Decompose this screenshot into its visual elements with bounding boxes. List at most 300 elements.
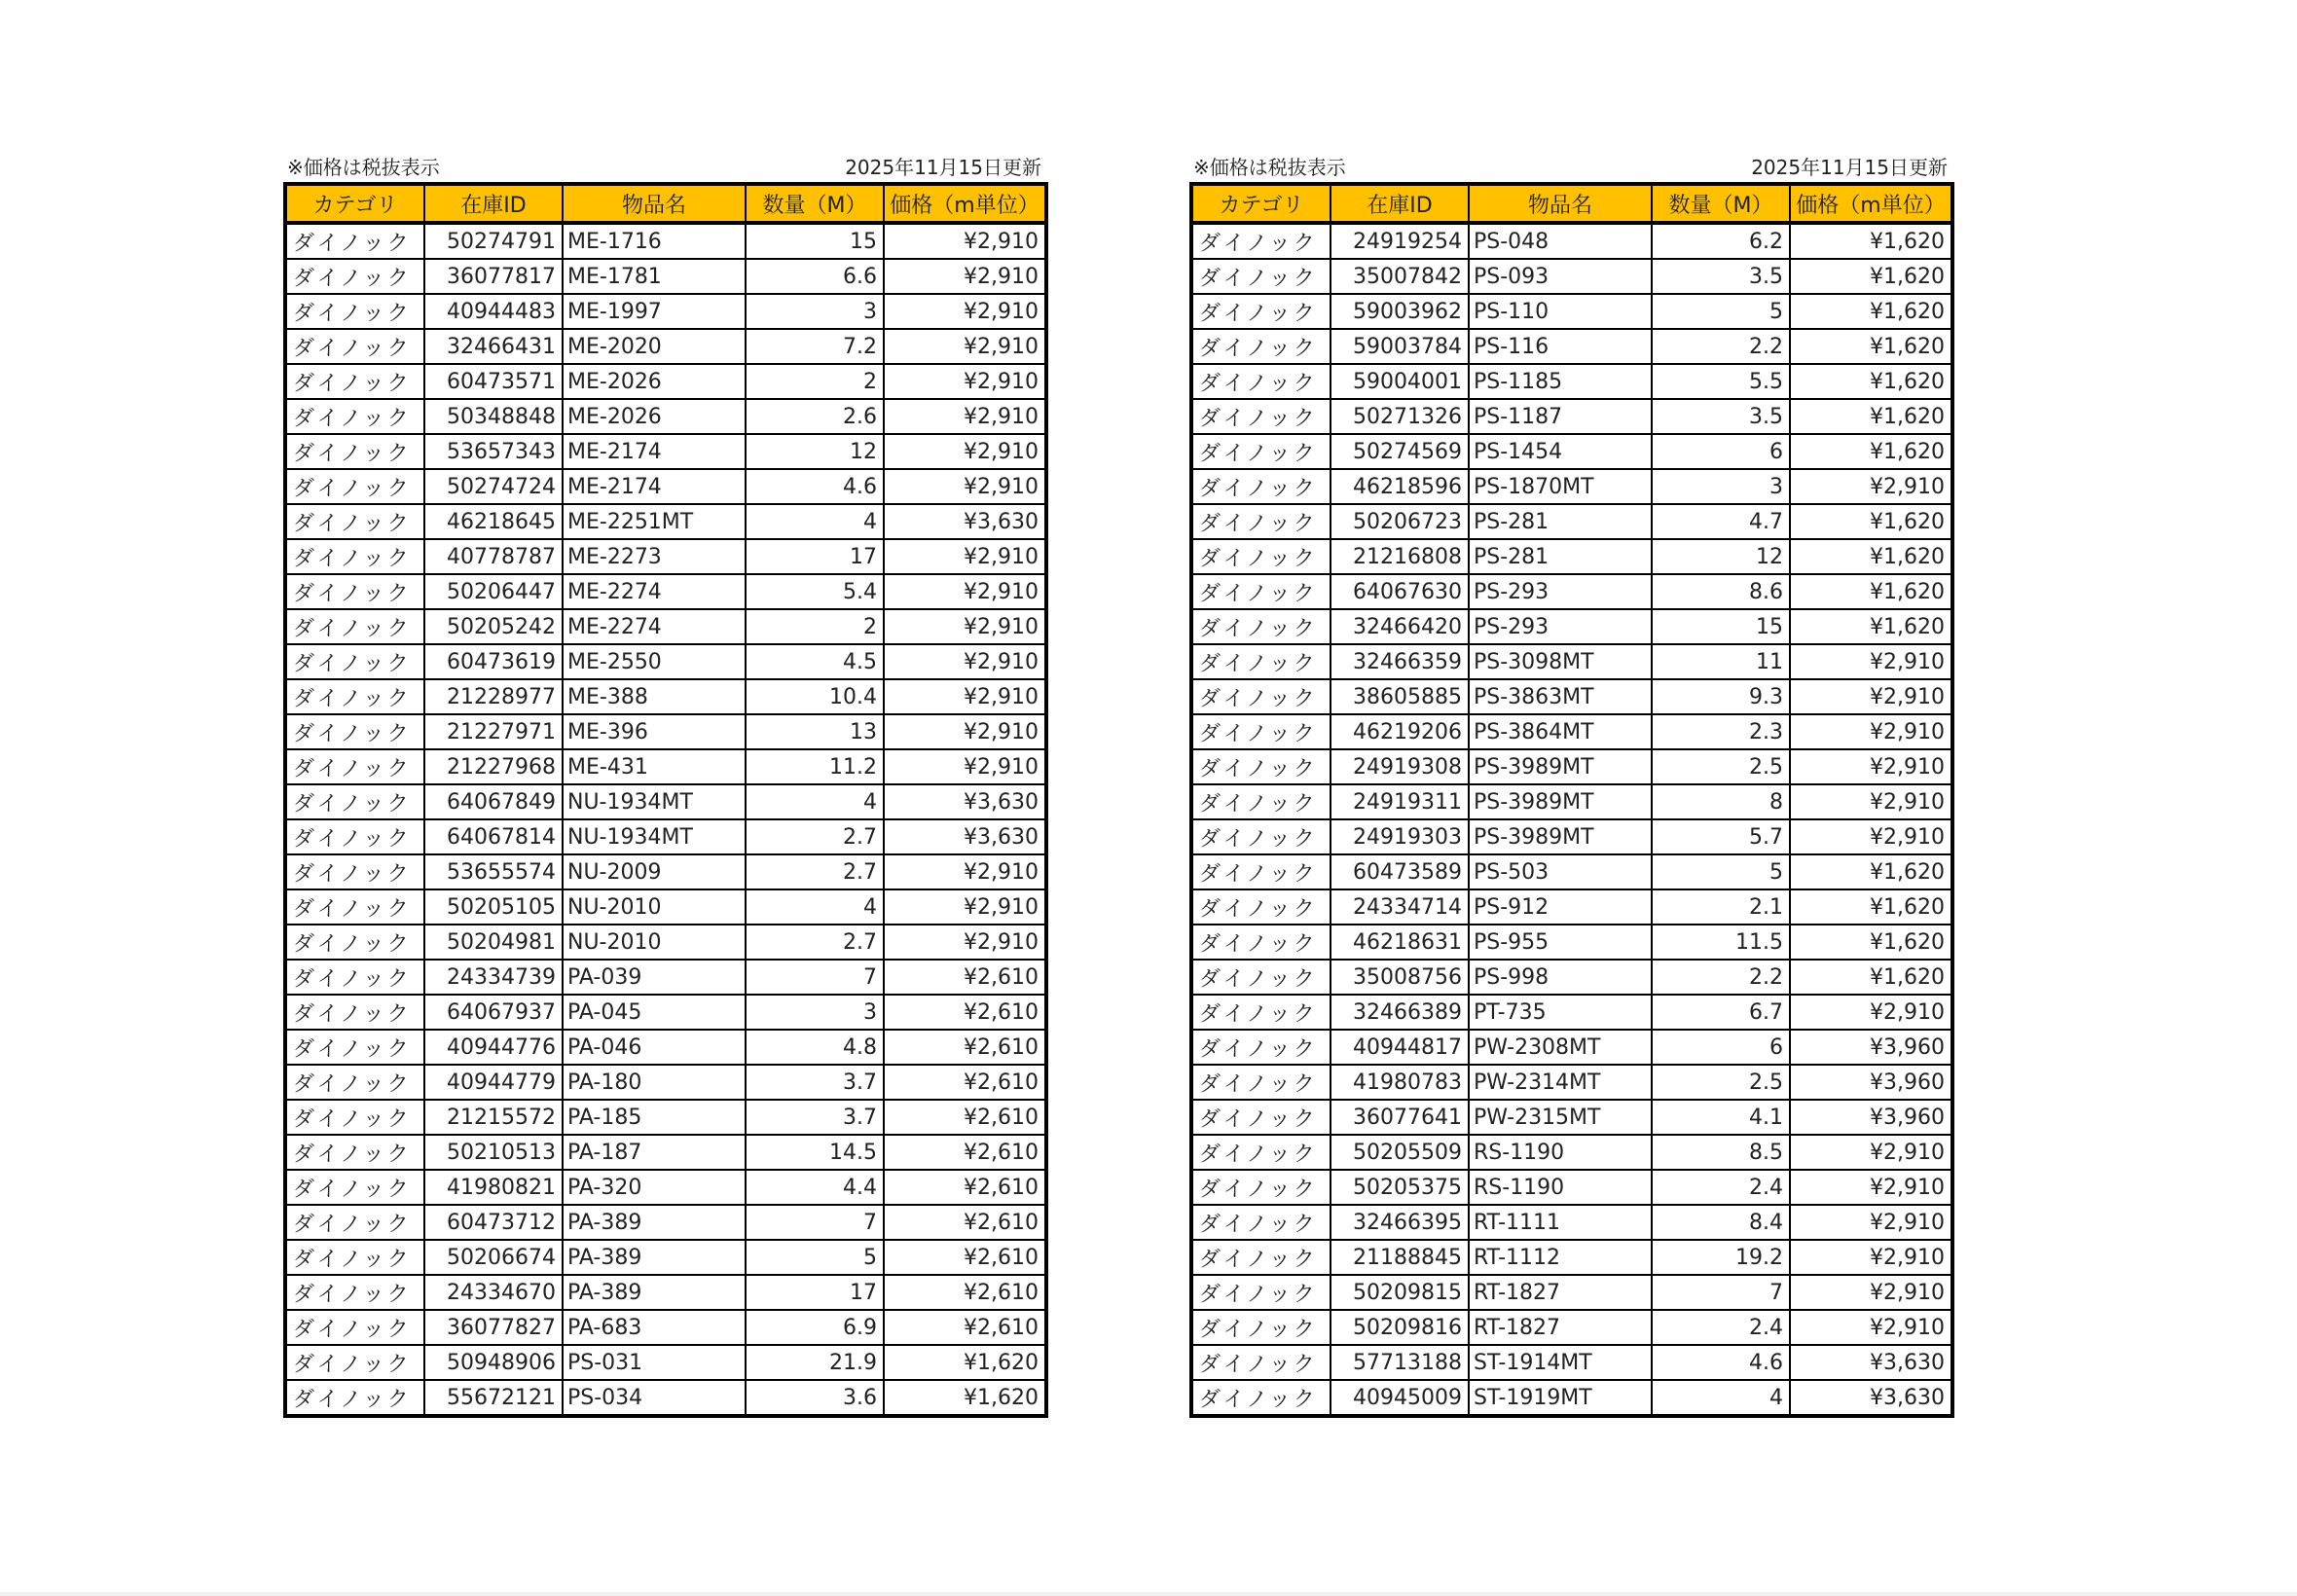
quantity-cell: 5.5	[1652, 364, 1790, 399]
table-row	[1191, 469, 1952, 504]
item-name-cell: PS-3864MT	[1469, 714, 1652, 749]
item-name-cell: PS-1454	[1469, 434, 1652, 469]
quantity-cell: 6.6	[746, 259, 884, 294]
price-cell: ¥1,620	[1790, 364, 1952, 399]
table-row	[1191, 399, 1952, 434]
item-name-cell: ME-2174	[563, 434, 746, 469]
category-cell: ダイノック	[1191, 1205, 1331, 1240]
price-cell: ¥1,620	[884, 1380, 1046, 1416]
stock-id-cell: 36077817	[424, 259, 563, 294]
item-name-cell: PS-116	[1469, 329, 1652, 364]
item-name-cell: PS-034	[563, 1380, 746, 1416]
header-quantity: 数量（M）	[746, 184, 884, 223]
table-row	[1191, 539, 1952, 574]
quantity-cell: 15	[1652, 609, 1790, 644]
stock-id-cell: 40945009	[1331, 1380, 1469, 1416]
table-row	[1191, 995, 1952, 1030]
table-row	[285, 749, 1046, 784]
item-name-cell: PS-293	[1469, 574, 1652, 609]
price-cell: ¥2,610	[884, 1275, 1046, 1310]
table-row	[1191, 329, 1952, 364]
stock-id-cell: 50274569	[1331, 434, 1469, 469]
category-cell: ダイノック	[1191, 749, 1331, 784]
stock-id-cell: 35008756	[1331, 960, 1469, 995]
price-cell: ¥1,620	[1790, 223, 1952, 259]
stock-id-cell: 41980783	[1331, 1065, 1469, 1100]
quantity-cell: 3	[746, 294, 884, 329]
header-category: カテゴリ	[285, 184, 424, 223]
table-row	[1191, 749, 1952, 784]
quantity-cell: 2.5	[1652, 1065, 1790, 1100]
item-name-cell: ME-2251MT	[563, 504, 746, 539]
price-cell: ¥1,620	[884, 1345, 1046, 1380]
category-cell: ダイノック	[1191, 1065, 1331, 1100]
quantity-cell: 5.7	[1652, 819, 1790, 854]
category-cell: ダイノック	[285, 1135, 424, 1170]
table-row	[1191, 925, 1952, 960]
item-name-cell: PA-045	[563, 995, 746, 1030]
stock-id-cell: 57713188	[1331, 1345, 1469, 1380]
category-cell: ダイノック	[1191, 679, 1331, 714]
stock-id-cell: 53655574	[424, 854, 563, 889]
stock-id-cell: 50205105	[424, 889, 563, 925]
category-cell: ダイノック	[285, 1100, 424, 1135]
category-cell: ダイノック	[285, 854, 424, 889]
table-row	[285, 1135, 1046, 1170]
quantity-cell: 2.7	[746, 925, 884, 960]
price-cell: ¥3,960	[1790, 1065, 1952, 1100]
quantity-cell: 5	[746, 1240, 884, 1275]
table-row	[1191, 1380, 1952, 1416]
category-cell: ダイノック	[285, 1205, 424, 1240]
item-name-cell: PS-1870MT	[1469, 469, 1652, 504]
price-cell: ¥1,620	[1790, 294, 1952, 329]
item-name-cell: ME-2026	[563, 364, 746, 399]
price-cell: ¥2,610	[884, 1030, 1046, 1065]
price-cell: ¥2,610	[884, 1100, 1046, 1135]
item-name-cell: ME-2020	[563, 329, 746, 364]
stock-id-cell: 24334670	[424, 1275, 563, 1310]
right-sheet	[1189, 151, 1951, 1418]
table-row	[285, 1310, 1046, 1345]
stock-id-cell: 24919303	[1331, 819, 1469, 854]
price-cell: ¥2,610	[884, 1170, 1046, 1205]
price-cell: ¥2,910	[1790, 1275, 1952, 1310]
quantity-cell: 3.5	[1652, 259, 1790, 294]
category-cell: ダイノック	[285, 574, 424, 609]
quantity-cell: 14.5	[746, 1135, 884, 1170]
category-cell: ダイノック	[1191, 925, 1331, 960]
stock-id-cell: 64067630	[1331, 574, 1469, 609]
stock-id-cell: 50205242	[424, 609, 563, 644]
stock-id-cell: 50206723	[1331, 504, 1469, 539]
quantity-cell: 4	[746, 504, 884, 539]
item-name-cell: PS-031	[563, 1345, 746, 1380]
stock-id-cell: 59004001	[1331, 364, 1469, 399]
table-row	[285, 1240, 1046, 1275]
price-cell: ¥2,910	[1790, 784, 1952, 819]
table-row	[285, 1380, 1046, 1416]
category-cell: ダイノック	[1191, 1135, 1331, 1170]
stock-id-cell: 60473712	[424, 1205, 563, 1240]
category-cell: ダイノック	[1191, 399, 1331, 434]
header-item-name: 物品名	[563, 184, 746, 223]
quantity-cell: 2.7	[746, 854, 884, 889]
table-row	[285, 609, 1046, 644]
table-body-left	[285, 223, 1046, 1416]
quantity-cell: 12	[746, 434, 884, 469]
price-cell: ¥2,910	[884, 749, 1046, 784]
quantity-cell: 2.2	[1652, 960, 1790, 995]
item-name-cell: NU-2010	[563, 925, 746, 960]
stock-id-cell: 35007842	[1331, 259, 1469, 294]
item-name-cell: PS-1187	[1469, 399, 1652, 434]
stock-id-cell: 50210513	[424, 1135, 563, 1170]
quantity-cell: 11.5	[1652, 925, 1790, 960]
stock-id-cell: 55672121	[424, 1380, 563, 1416]
stock-id-cell: 24919311	[1331, 784, 1469, 819]
price-cell: ¥3,630	[1790, 1345, 1952, 1380]
stock-id-cell: 21227968	[424, 749, 563, 784]
price-cell: ¥1,620	[1790, 504, 1952, 539]
stock-id-cell: 50209815	[1331, 1275, 1469, 1310]
table-row	[285, 644, 1046, 679]
stock-id-cell: 40944483	[424, 294, 563, 329]
table-row	[1191, 574, 1952, 609]
table-row	[1191, 644, 1952, 679]
stock-id-cell: 50205375	[1331, 1170, 1469, 1205]
stock-id-cell: 50948906	[424, 1345, 563, 1380]
stock-id-cell: 60473571	[424, 364, 563, 399]
category-cell: ダイノック	[285, 1240, 424, 1275]
category-cell: ダイノック	[1191, 294, 1331, 329]
category-cell: ダイノック	[285, 960, 424, 995]
quantity-cell: 4	[746, 784, 884, 819]
table-row	[1191, 1170, 1952, 1205]
stock-id-cell: 64067814	[424, 819, 563, 854]
category-cell: ダイノック	[285, 469, 424, 504]
item-name-cell: PS-998	[1469, 960, 1652, 995]
stock-id-cell: 46219206	[1331, 714, 1469, 749]
table-row	[1191, 1100, 1952, 1135]
price-cell: ¥2,610	[884, 1310, 1046, 1345]
stock-id-cell: 38605885	[1331, 679, 1469, 714]
stock-id-cell: 21228977	[424, 679, 563, 714]
price-cell: ¥1,620	[1790, 574, 1952, 609]
stock-id-cell: 32466359	[1331, 644, 1469, 679]
table-row	[1191, 1135, 1952, 1170]
stock-id-cell: 21216808	[1331, 539, 1469, 574]
table-row	[1191, 434, 1952, 469]
quantity-cell: 11.2	[746, 749, 884, 784]
category-cell: ダイノック	[285, 329, 424, 364]
item-name-cell: ME-2026	[563, 399, 746, 434]
item-name-cell: PS-110	[1469, 294, 1652, 329]
header-row	[1191, 184, 1952, 223]
stock-id-cell: 60473619	[424, 644, 563, 679]
item-name-cell: PA-187	[563, 1135, 746, 1170]
item-name-cell: PS-1185	[1469, 364, 1652, 399]
quantity-cell: 7	[746, 1205, 884, 1240]
quantity-cell: 4	[746, 889, 884, 925]
inventory-table-left	[283, 182, 1048, 1418]
table-row	[285, 1030, 1046, 1065]
left-caption	[283, 151, 1044, 182]
category-cell: ダイノック	[285, 889, 424, 925]
stock-id-cell: 40944817	[1331, 1030, 1469, 1065]
item-name-cell: ST-1919MT	[1469, 1380, 1652, 1416]
quantity-cell: 2.4	[1652, 1170, 1790, 1205]
item-name-cell: PS-3863MT	[1469, 679, 1652, 714]
price-cell: ¥3,630	[884, 504, 1046, 539]
price-cell: ¥2,610	[884, 1135, 1046, 1170]
table-row	[1191, 1205, 1952, 1240]
item-name-cell: NU-1934MT	[563, 784, 746, 819]
category-cell: ダイノック	[1191, 223, 1331, 259]
quantity-cell: 2.7	[746, 819, 884, 854]
stock-id-cell: 46218645	[424, 504, 563, 539]
table-row	[285, 1205, 1046, 1240]
quantity-cell: 13	[746, 714, 884, 749]
price-cell: ¥2,910	[1790, 749, 1952, 784]
inventory-table-right	[1189, 182, 1954, 1418]
item-name-cell: PS-281	[1469, 504, 1652, 539]
category-cell: ダイノック	[285, 819, 424, 854]
category-cell: ダイノック	[285, 1380, 424, 1416]
category-cell: ダイノック	[285, 1065, 424, 1100]
table-row	[285, 889, 1046, 925]
quantity-cell: 2.6	[746, 399, 884, 434]
category-cell: ダイノック	[285, 504, 424, 539]
item-name-cell: PA-046	[563, 1030, 746, 1065]
quantity-cell: 6.2	[1652, 223, 1790, 259]
quantity-cell: 6.7	[1652, 995, 1790, 1030]
table-row	[1191, 889, 1952, 925]
item-name-cell: ME-1716	[563, 223, 746, 259]
price-cell: ¥2,910	[884, 223, 1046, 259]
tax-note: ※価格は税抜表示	[1193, 156, 1346, 179]
quantity-cell: 11	[1652, 644, 1790, 679]
quantity-cell: 5	[1652, 854, 1790, 889]
category-cell: ダイノック	[1191, 1240, 1331, 1275]
category-cell: ダイノック	[1191, 889, 1331, 925]
stock-id-cell: 21227971	[424, 714, 563, 749]
stock-id-cell: 21188845	[1331, 1240, 1469, 1275]
quantity-cell: 8.6	[1652, 574, 1790, 609]
price-cell: ¥2,910	[1790, 1170, 1952, 1205]
quantity-cell: 9.3	[1652, 679, 1790, 714]
table-row	[285, 714, 1046, 749]
stock-id-cell: 60473589	[1331, 854, 1469, 889]
item-name-cell: PS-093	[1469, 259, 1652, 294]
price-cell: ¥3,630	[1790, 1380, 1952, 1416]
price-cell: ¥2,910	[884, 889, 1046, 925]
stock-id-cell: 59003784	[1331, 329, 1469, 364]
quantity-cell: 8.4	[1652, 1205, 1790, 1240]
price-cell: ¥2,910	[884, 714, 1046, 749]
price-cell: ¥2,610	[884, 960, 1046, 995]
price-cell: ¥2,610	[884, 995, 1046, 1030]
category-cell: ダイノック	[1191, 1345, 1331, 1380]
item-name-cell: NU-1934MT	[563, 819, 746, 854]
quantity-cell: 17	[746, 1275, 884, 1310]
quantity-cell: 7	[746, 960, 884, 995]
stock-id-cell: 40944779	[424, 1065, 563, 1100]
stock-id-cell: 50274724	[424, 469, 563, 504]
stock-id-cell: 50206674	[424, 1240, 563, 1275]
stock-id-cell: 50204981	[424, 925, 563, 960]
item-name-cell: ME-396	[563, 714, 746, 749]
price-cell: ¥2,610	[884, 1065, 1046, 1100]
category-cell: ダイノック	[285, 294, 424, 329]
category-cell: ダイノック	[1191, 1380, 1331, 1416]
quantity-cell: 3	[1652, 469, 1790, 504]
quantity-cell: 4.5	[746, 644, 884, 679]
category-cell: ダイノック	[1191, 574, 1331, 609]
quantity-cell: 2.3	[1652, 714, 1790, 749]
table-row	[285, 784, 1046, 819]
category-cell: ダイノック	[1191, 329, 1331, 364]
quantity-cell: 4.4	[746, 1170, 884, 1205]
price-cell: ¥2,910	[1790, 469, 1952, 504]
quantity-cell: 12	[1652, 539, 1790, 574]
stock-id-cell: 32466420	[1331, 609, 1469, 644]
item-name-cell: PA-320	[563, 1170, 746, 1205]
stock-id-cell: 24334739	[424, 960, 563, 995]
item-name-cell: PS-3989MT	[1469, 819, 1652, 854]
price-cell: ¥2,910	[884, 679, 1046, 714]
item-name-cell: PS-3989MT	[1469, 749, 1652, 784]
category-cell: ダイノック	[1191, 364, 1331, 399]
table-row	[1191, 784, 1952, 819]
table-row	[1191, 609, 1952, 644]
price-cell: ¥1,620	[1790, 609, 1952, 644]
table-row	[1191, 294, 1952, 329]
quantity-cell: 4.6	[1652, 1345, 1790, 1380]
header-row	[285, 184, 1046, 223]
item-name-cell: PA-389	[563, 1205, 746, 1240]
table-row	[285, 329, 1046, 364]
table-row	[285, 399, 1046, 434]
category-cell: ダイノック	[285, 925, 424, 960]
category-cell: ダイノック	[1191, 1100, 1331, 1135]
price-cell: ¥3,630	[884, 819, 1046, 854]
table-row	[1191, 1030, 1952, 1065]
stock-id-cell: 46218596	[1331, 469, 1469, 504]
quantity-cell: 4.8	[746, 1030, 884, 1065]
quantity-cell: 4	[1652, 1380, 1790, 1416]
item-name-cell: PA-185	[563, 1100, 746, 1135]
item-name-cell: ME-2174	[563, 469, 746, 504]
category-cell: ダイノック	[1191, 259, 1331, 294]
quantity-cell: 3.7	[746, 1065, 884, 1100]
category-cell: ダイノック	[1191, 854, 1331, 889]
table-row	[1191, 679, 1952, 714]
table-row	[285, 1100, 1046, 1135]
item-name-cell: PA-389	[563, 1240, 746, 1275]
category-cell: ダイノック	[285, 259, 424, 294]
item-name-cell: ME-431	[563, 749, 746, 784]
category-cell: ダイノック	[285, 609, 424, 644]
quantity-cell: 4.1	[1652, 1100, 1790, 1135]
quantity-cell: 2	[746, 609, 884, 644]
table-row	[285, 223, 1046, 259]
item-name-cell: PA-389	[563, 1275, 746, 1310]
category-cell: ダイノック	[285, 714, 424, 749]
table-row	[285, 854, 1046, 889]
stock-id-cell: 24334714	[1331, 889, 1469, 925]
category-cell: ダイノック	[1191, 995, 1331, 1030]
quantity-cell: 3	[746, 995, 884, 1030]
table-row	[285, 819, 1046, 854]
item-name-cell: RS-1190	[1469, 1135, 1652, 1170]
header-category: カテゴリ	[1191, 184, 1331, 223]
category-cell: ダイノック	[1191, 644, 1331, 679]
table-row	[285, 679, 1046, 714]
table-row	[1191, 819, 1952, 854]
stock-id-cell: 24919254	[1331, 223, 1469, 259]
category-cell: ダイノック	[1191, 784, 1331, 819]
item-name-cell: ME-2550	[563, 644, 746, 679]
quantity-cell: 8	[1652, 784, 1790, 819]
table-row	[285, 434, 1046, 469]
price-cell: ¥2,910	[1790, 679, 1952, 714]
price-cell: ¥1,620	[1790, 854, 1952, 889]
table-row	[285, 925, 1046, 960]
price-cell: ¥2,910	[884, 609, 1046, 644]
stock-id-cell: 46218631	[1331, 925, 1469, 960]
item-name-cell: PT-735	[1469, 995, 1652, 1030]
table-row	[285, 364, 1046, 399]
price-cell: ¥2,910	[1790, 1135, 1952, 1170]
price-cell: ¥2,910	[884, 329, 1046, 364]
item-name-cell: PS-955	[1469, 925, 1652, 960]
category-cell: ダイノック	[285, 784, 424, 819]
category-cell: ダイノック	[285, 1310, 424, 1345]
quantity-cell: 21.9	[746, 1345, 884, 1380]
item-name-cell: PS-281	[1469, 539, 1652, 574]
stock-id-cell: 50206447	[424, 574, 563, 609]
item-name-cell: ME-2274	[563, 609, 746, 644]
category-cell: ダイノック	[285, 539, 424, 574]
quantity-cell: 5	[1652, 294, 1790, 329]
category-cell: ダイノック	[1191, 1170, 1331, 1205]
item-name-cell: ST-1914MT	[1469, 1345, 1652, 1380]
table-row	[1191, 1065, 1952, 1100]
item-name-cell: RT-1827	[1469, 1310, 1652, 1345]
stock-id-cell: 32466431	[424, 329, 563, 364]
item-name-cell: PA-683	[563, 1310, 746, 1345]
item-name-cell: PS-3098MT	[1469, 644, 1652, 679]
table-row	[285, 574, 1046, 609]
item-name-cell: PA-039	[563, 960, 746, 995]
table-row	[1191, 854, 1952, 889]
update-date: 2025年11月15日更新	[845, 156, 1041, 179]
header-price: 価格（m単位）	[884, 184, 1046, 223]
update-date: 2025年11月15日更新	[1751, 156, 1948, 179]
quantity-cell: 10.4	[746, 679, 884, 714]
header-stock-id: 在庫ID	[424, 184, 563, 223]
price-cell: ¥2,910	[884, 644, 1046, 679]
price-cell: ¥1,620	[1790, 434, 1952, 469]
category-cell: ダイノック	[285, 644, 424, 679]
category-cell: ダイノック	[1191, 960, 1331, 995]
table-row	[1191, 1345, 1952, 1380]
price-cell: ¥2,910	[884, 925, 1046, 960]
header-price: 価格（m単位）	[1790, 184, 1952, 223]
price-cell: ¥2,910	[1790, 1310, 1952, 1345]
table-row	[285, 294, 1046, 329]
